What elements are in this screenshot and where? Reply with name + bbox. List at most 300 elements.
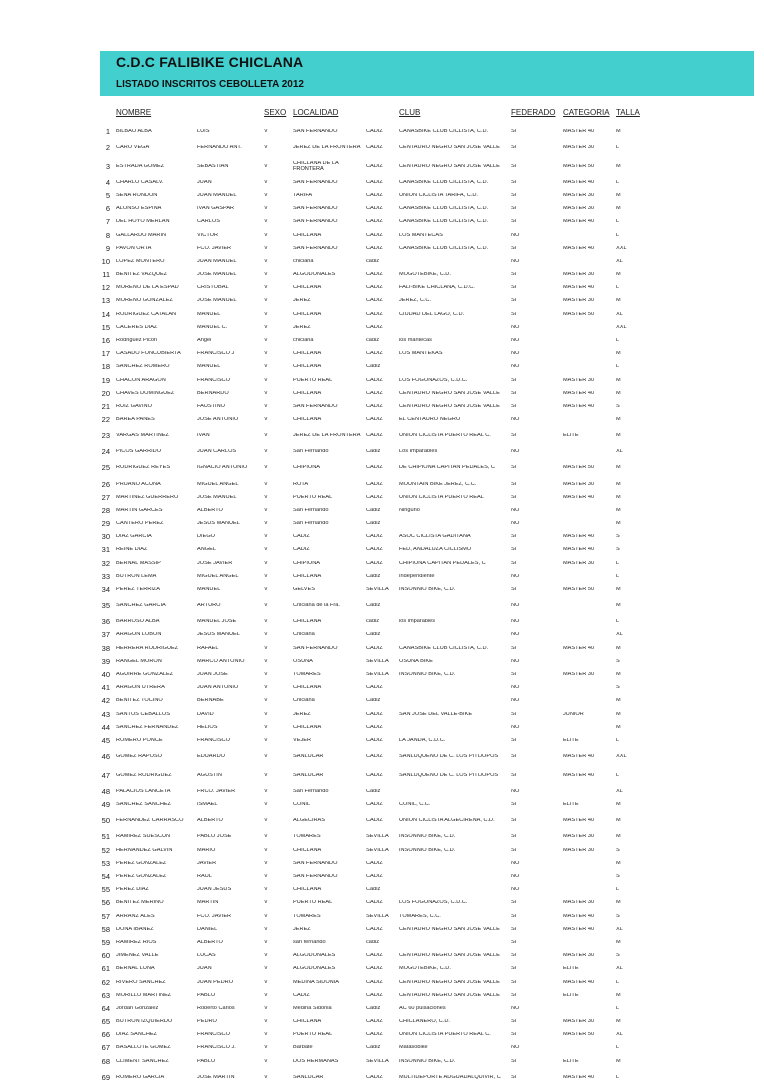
sex-cell: V: [264, 163, 268, 169]
federated-cell: SI: [511, 404, 517, 410]
size-cell: L: [616, 619, 620, 625]
row-number: 20: [101, 389, 110, 398]
federated-cell: SI: [511, 179, 517, 185]
size-cell: L: [616, 144, 620, 150]
size-cell: L: [616, 573, 620, 579]
surname-cell: SENA RONDON: [116, 193, 158, 199]
category-cell: ELITE: [563, 1058, 579, 1064]
province-cell: CADIZ: [366, 272, 383, 278]
page-subtitle: LISTADO INSCRITOS CEBOLLETA 2012: [116, 79, 304, 90]
province-cell: CADIZ: [366, 737, 383, 743]
federated-cell: NO: [511, 338, 520, 344]
province-cell: CADIZ: [366, 992, 383, 998]
category-cell: MASTER 50: [563, 587, 595, 593]
federated-cell: SI: [511, 311, 517, 317]
federated-cell: SI: [511, 1058, 517, 1064]
table-row: [0, 734, 764, 747]
federated-cell: SI: [511, 966, 517, 972]
size-cell: S: [616, 913, 620, 919]
club-cell: FED, ANDALUZA CICLISMO: [399, 547, 472, 553]
locality-cell: ALGODONALES: [293, 966, 336, 972]
province-cell: Cádiz: [366, 364, 381, 370]
locality-cell: TARIFA: [293, 193, 313, 199]
category-cell: MASTER 30: [563, 672, 595, 678]
province-cell: Cádiz: [366, 632, 381, 638]
row-number: 40: [101, 671, 110, 679]
surname-cell: CANTERO PEREZ: [116, 521, 164, 527]
first-name-cell: JUAN MANUEL: [197, 193, 237, 199]
federated-cell: SI: [511, 802, 517, 808]
province-cell: CADIZ: [366, 324, 383, 330]
first-name-cell: JOSE ANTONIO: [197, 417, 239, 423]
club-cell: los imparables: [399, 619, 436, 625]
table-row: [0, 767, 764, 786]
club-cell: UNION CICLISTA TARIFA, C.D.: [399, 193, 478, 199]
table-row: [0, 655, 764, 668]
club-cell: MOUNTAIN BIKE JEREZ, C.C.: [399, 481, 477, 487]
sex-cell: V: [264, 338, 268, 344]
table-row: [0, 334, 764, 347]
province-cell: CADIZ: [366, 285, 383, 291]
surname-cell: BAREA PANES: [116, 417, 155, 423]
surname-cell: PAVON ORTA: [116, 245, 152, 251]
category-cell: MASTER 50: [563, 163, 595, 169]
sex-cell: V: [264, 887, 268, 893]
club-cell: LOS FOGONAZOS, C.D.C.: [399, 900, 468, 906]
column-header-talla: TALLA: [616, 108, 640, 117]
locality-cell: SAN FERNANDO: [293, 206, 338, 212]
page-title: C.D.C FALIBIKE CHICLANA: [116, 54, 304, 70]
surname-cell: JIMENEZ VALLE: [116, 953, 159, 959]
club-cell: CENTAURO NEGRO SAN JOSE VALLE: [399, 404, 500, 410]
surname-cell: PEREZ DIAZ: [116, 887, 149, 893]
row-number: 8: [105, 231, 110, 240]
sex-cell: V: [264, 232, 268, 238]
size-cell: M: [616, 494, 621, 500]
first-name-cell: ANGEL: [197, 547, 216, 553]
club-cell: CAÑASBIKE CLUB CICLISTA, C.D.: [399, 179, 489, 185]
club-cell: SANLUQUEÑO DE C. LOS PITIJOPOS: [399, 754, 499, 760]
table-row: [0, 897, 764, 910]
locality-cell: ALGODONALES: [293, 953, 336, 959]
locality-cell: Medina Sidonia: [293, 1005, 332, 1011]
federated-cell: SI: [511, 900, 517, 906]
surname-cell: CHARLO CASALV.: [116, 179, 164, 185]
size-cell: XL: [616, 311, 623, 317]
row-number: 3: [105, 162, 110, 171]
column-header-localidad: LOCALIDAD: [293, 108, 339, 117]
table-row: [0, 923, 764, 936]
province-cell: CADIZ: [366, 773, 383, 779]
sex-cell: V: [264, 940, 268, 946]
locality-cell: JEREZ: [293, 324, 311, 330]
category-cell: MASTER 40: [563, 547, 595, 553]
table-row: [0, 950, 764, 963]
first-name-cell: JUAN JESUS: [197, 887, 232, 893]
club-cell: INSONNIO BIKE, C.D.: [399, 672, 456, 678]
surname-cell: SANCHEZ ROMERO: [116, 364, 170, 370]
federated-cell: SI: [511, 390, 517, 396]
sex-cell: V: [264, 193, 268, 199]
row-number: 64: [101, 1004, 110, 1013]
surname-cell: VARGAS MARTINEZ: [116, 433, 169, 439]
first-name-cell: FERNANDO ANT.: [197, 144, 242, 150]
locality-cell: CHICLANA: [293, 573, 322, 579]
size-cell: L: [616, 1074, 620, 1080]
locality-cell: SAN FERNANDO: [293, 860, 338, 866]
club-cell: TOMARES, C.C.: [399, 913, 441, 919]
province-cell: CADIZ: [366, 645, 383, 651]
first-name-cell: VICTOR: [197, 232, 219, 238]
size-cell: S: [616, 547, 620, 553]
size-cell: M: [616, 992, 621, 998]
federated-cell: SI: [511, 940, 517, 946]
sex-cell: V: [264, 364, 268, 370]
first-name-cell: ALBERTO: [197, 818, 223, 824]
first-name-cell: FCO. JAVIER: [197, 913, 232, 919]
column-header-nombre: NOMBRE: [116, 108, 152, 117]
surname-cell: CASADO FONCUBIERTA: [116, 351, 181, 357]
row-number: 68: [101, 1057, 110, 1066]
federated-cell: SI: [511, 494, 517, 500]
locality-cell: san fernando: [293, 940, 326, 946]
province-cell: CADIZ: [366, 560, 383, 566]
federated-cell: SI: [511, 953, 517, 959]
first-name-cell: IGNACIO ANTONIO: [197, 465, 248, 471]
table-row: [0, 583, 764, 596]
locality-cell: JEREZ DE LA FRONTERA: [293, 433, 361, 439]
sex-cell: V: [264, 417, 268, 423]
row-number: 56: [101, 899, 110, 908]
size-cell: M: [616, 645, 621, 651]
sex-cell: V: [264, 144, 268, 150]
locality-cell: SAN FERNANDO: [293, 404, 338, 410]
row-number: 30: [101, 533, 110, 542]
row-number: 60: [101, 952, 110, 961]
row-number: 36: [101, 618, 110, 627]
surname-cell: RUIZ GAVIÑO: [116, 404, 152, 410]
federated-cell: NO: [511, 887, 520, 893]
size-cell: M: [616, 521, 621, 527]
row-number: 7: [105, 218, 110, 227]
surname-cell: PEREZ GONZALEZ: [116, 874, 167, 880]
club-cell: SAN JOSE DEL VALLE-BIKE: [399, 711, 473, 717]
first-name-cell: JESUS MANUEL: [197, 632, 240, 638]
locality-cell: JEREZ: [293, 926, 311, 932]
row-number: 27: [101, 493, 110, 502]
surname-cell: BERNAL LUNA: [116, 966, 155, 972]
surname-cell: BUTRON IZQUIERDO: [116, 1019, 173, 1025]
size-cell: XXL: [616, 324, 627, 330]
province-cell: Cádiz: [366, 1045, 381, 1051]
sex-cell: V: [264, 206, 268, 212]
row-number: 52: [101, 846, 110, 855]
surname-cell: ARAGON LOBON: [116, 632, 162, 638]
club-cell: CENTAURO NEGRO SAN JOSE VALLE: [399, 163, 500, 169]
row-number: 6: [105, 205, 110, 214]
table-row: [0, 308, 764, 321]
table-row: [0, 597, 764, 616]
sex-cell: V: [264, 481, 268, 487]
size-cell: M: [616, 1058, 621, 1064]
surname-cell: LOPEZ MONTERO: [116, 258, 165, 264]
federated-cell: SI: [511, 645, 517, 651]
size-cell: S: [616, 953, 620, 959]
first-name-cell: JUAN ANTONIO: [197, 685, 239, 691]
table-row: [0, 870, 764, 883]
sex-cell: V: [264, 685, 268, 691]
club-cell: CENTAURO NEGRO SAN JOSE VALLE: [399, 992, 500, 998]
sex-cell: V: [264, 645, 268, 651]
table-row: [0, 642, 764, 655]
province-cell: CADIZ: [366, 900, 383, 906]
surname-cell: HERNANDEZ GALVIN: [116, 847, 173, 853]
first-name-cell: JOSE MANUEL: [197, 298, 237, 304]
row-number: 4: [105, 178, 110, 187]
first-name-cell: SEBASTIAN: [197, 163, 229, 169]
row-number: 39: [101, 657, 110, 666]
province-cell: SEVILLA: [366, 658, 389, 664]
size-cell: S: [616, 534, 620, 540]
size-cell: XL: [616, 1032, 623, 1038]
federated-cell: SI: [511, 547, 517, 553]
size-cell: L: [616, 179, 620, 185]
sex-cell: V: [264, 953, 268, 959]
size-cell: M: [616, 711, 621, 717]
row-number: 46: [101, 753, 110, 761]
surname-cell: RODRIGUEZ REYES: [116, 465, 171, 471]
federated-cell: SI: [511, 163, 517, 169]
size-cell: L: [616, 364, 620, 370]
club-cell: LOS FOGONAZOS, C.D.C.: [399, 377, 468, 383]
club-cell: ASOC CICLISTA GADITANA: [399, 534, 471, 540]
federated-cell: SI: [511, 913, 517, 919]
federated-cell: SI: [511, 481, 517, 487]
province-cell: CADIZ: [366, 818, 383, 824]
category-cell: ELITE: [563, 433, 579, 439]
first-name-cell: PABLO: [197, 992, 216, 998]
table-row: [0, 963, 764, 976]
locality-cell: CHICLANA: [293, 311, 322, 317]
size-cell: M: [616, 1019, 621, 1025]
province-cell: SEVILLA: [366, 847, 389, 853]
province-cell: CADIZ: [366, 163, 383, 169]
locality-cell: SANLUCAR: [293, 773, 324, 779]
row-number: 32: [101, 559, 110, 568]
row-number: 66: [101, 1031, 110, 1040]
federated-cell: NO: [511, 860, 520, 866]
size-cell: XL: [616, 632, 623, 638]
row-number: 41: [101, 684, 110, 693]
locality-cell: JEREZ DE LA FRONTERA: [293, 144, 361, 150]
size-cell: L: [616, 1045, 620, 1051]
row-number: 26: [101, 480, 110, 489]
locality-cell: Chiclana de la Fra.: [293, 603, 340, 609]
surname-cell: DOÑA IBAÑEZ: [116, 926, 154, 932]
province-cell: Cadiz: [366, 507, 381, 513]
row-number: 22: [101, 416, 110, 425]
province-cell: CADIZ: [366, 1032, 383, 1038]
locality-cell: PUERTO REAL: [293, 900, 333, 906]
surname-cell: CLIMENT SANCHEZ: [116, 1058, 169, 1064]
row-number: 58: [101, 925, 110, 934]
first-name-cell: FRANCISCO J.: [197, 1045, 236, 1051]
category-cell: MASTER 40: [563, 390, 595, 396]
category-cell: MASTER 30: [563, 144, 595, 150]
sex-cell: V: [264, 619, 268, 625]
province-cell: CADIZ: [366, 404, 383, 410]
province-cell: Cádiz: [366, 887, 381, 893]
category-cell: MASTER 40: [563, 979, 595, 985]
row-number: 9: [105, 244, 110, 253]
club-cell: CAÑASBIKE CLUB CICLISTA, C.D.: [399, 219, 489, 225]
row-number: 31: [101, 546, 110, 555]
locality-cell: San Fernando: [293, 789, 329, 795]
table-row: [0, 361, 764, 374]
federated-cell: NO: [511, 724, 520, 730]
row-number: 23: [101, 432, 110, 441]
locality-cell: CHICLANA: [293, 390, 322, 396]
club-cell: CAÑASBIKE CLUB CICLISTA, C.D.: [399, 128, 489, 134]
locality-cell: CHICLANA: [293, 351, 322, 357]
row-number: 47: [101, 772, 110, 780]
surname-cell: BARROSO ALBA: [116, 619, 160, 625]
row-number: 13: [101, 297, 110, 306]
table-row: [0, 459, 764, 478]
category-cell: MASTER 40: [563, 219, 595, 225]
surname-cell: GALLARDO MARIN: [116, 232, 167, 238]
size-cell: M: [616, 940, 621, 946]
sex-cell: V: [264, 913, 268, 919]
table-row: [0, 910, 764, 923]
row-number: 28: [101, 506, 110, 515]
size-cell: M: [616, 377, 621, 383]
sex-cell: V: [264, 433, 268, 439]
club-cell: JEREZ, C.C.: [399, 298, 432, 304]
first-name-cell: DAVID: [197, 711, 214, 717]
surname-cell: SANTOS CEBALLOS: [116, 711, 170, 717]
category-cell: MASTER 30: [563, 272, 595, 278]
table-row: [0, 695, 764, 708]
category-cell: JUNIOR: [563, 711, 584, 717]
size-cell: M: [616, 433, 621, 439]
federated-cell: NO: [511, 258, 520, 264]
surname-cell: MARTINEZ GUERRERO: [116, 494, 179, 500]
locality-cell: CHICLANA DE LA FRONTERA: [293, 160, 339, 172]
row-number: 16: [101, 337, 110, 345]
table-row: [0, 799, 764, 812]
locality-cell: SAN FERNANDO: [293, 179, 338, 185]
surname-cell: DIAZ SANCHEZ: [116, 1032, 158, 1038]
table-row: [0, 321, 764, 334]
first-name-cell: FRANCISCO: [197, 377, 230, 383]
federated-cell: SI: [511, 926, 517, 932]
locality-cell: TOMARES: [293, 834, 321, 840]
province-cell: CADIZ: [366, 685, 383, 691]
federated-cell: SI: [511, 128, 517, 134]
locality-cell: San Fernando: [293, 507, 329, 513]
club-cell: SANLUQUEÑO DE C. LOS PITIJOPOS: [399, 773, 499, 779]
federated-cell: SI: [511, 737, 517, 743]
sex-cell: V: [264, 1045, 268, 1051]
category-cell: MASTER 50: [563, 1032, 595, 1038]
sex-cell: V: [264, 560, 268, 566]
locality-cell: CHICLANA: [293, 285, 322, 291]
first-name-cell: LUCAS: [197, 953, 216, 959]
federated-cell: NO: [511, 351, 520, 357]
sex-cell: V: [264, 285, 268, 291]
first-name-cell: ALBERTO: [197, 507, 223, 513]
sex-cell: V: [264, 874, 268, 880]
size-cell: S: [616, 847, 620, 853]
club-cell: MOGOTEBIKE, C.D.: [399, 966, 451, 972]
province-cell: CADIZ: [366, 390, 383, 396]
surname-cell: PALACIOS LANCETA: [116, 789, 171, 795]
first-name-cell: JOSE JAVIER: [197, 560, 233, 566]
club-cell: DE CHIPIONA CAPITAN PEDALES, C: [399, 465, 495, 471]
locality-cell: CHICLANA: [293, 232, 322, 238]
surname-cell: CARO VEGA: [116, 144, 150, 150]
category-cell: MASTER 30: [563, 953, 595, 959]
table-row: [0, 125, 764, 138]
first-name-cell: RAUL: [197, 874, 212, 880]
province-cell: SEVILLA: [366, 587, 389, 593]
size-cell: M: [616, 802, 621, 808]
first-name-cell: JOSE MANUEL: [197, 494, 237, 500]
size-cell: L: [616, 219, 620, 225]
province-cell: CADIZ: [366, 298, 383, 304]
federated-cell: NO: [511, 698, 520, 704]
locality-cell: CHICLANA: [293, 847, 322, 853]
surname-cell: ROMERO GARCIA: [116, 1074, 165, 1080]
row-number: 1: [105, 127, 110, 136]
size-cell: XXL: [616, 245, 627, 251]
federated-cell: SI: [511, 754, 517, 760]
club-cell: LOS MANTECAS: [399, 232, 443, 238]
table-row: [0, 976, 764, 989]
province-cell: CADIZ: [366, 245, 383, 251]
surname-cell: RAMIREZ RIOS: [116, 940, 157, 946]
sex-cell: V: [264, 847, 268, 853]
row-number: 61: [101, 965, 110, 974]
first-name-cell: CARLOS: [197, 219, 221, 225]
locality-cell: Barbate: [293, 1045, 313, 1051]
locality-cell: SAN FERNANDO: [293, 219, 338, 225]
first-name-cell: MARIO: [197, 847, 216, 853]
locality-cell: SAN FERNANDO: [293, 128, 338, 134]
federated-cell: SI: [511, 818, 517, 824]
row-number: 62: [101, 978, 110, 987]
province-cell: CADIZ: [366, 494, 383, 500]
locality-cell: CHICLANA: [293, 724, 322, 730]
size-cell: M: [616, 272, 621, 278]
province-cell: CADIZ: [366, 481, 383, 487]
column-header-federado: FEDERADO: [511, 108, 556, 117]
table-row: [0, 812, 764, 831]
size-cell: M: [616, 587, 621, 593]
province-cell: CADIZ: [366, 860, 383, 866]
table-row: [0, 1016, 764, 1029]
province-cell: Cadiz: [366, 449, 381, 455]
province-cell: CADIZ: [366, 465, 383, 471]
surname-cell: CACERES DIAZ: [116, 324, 158, 330]
row-number: 14: [101, 310, 110, 319]
sex-cell: V: [264, 324, 268, 330]
surname-cell: FERNANDEZ CARRASCO: [116, 818, 184, 824]
table-row: [0, 138, 764, 157]
province-cell: CADIZ: [366, 417, 383, 423]
locality-cell: CHIPIONA: [293, 560, 321, 566]
